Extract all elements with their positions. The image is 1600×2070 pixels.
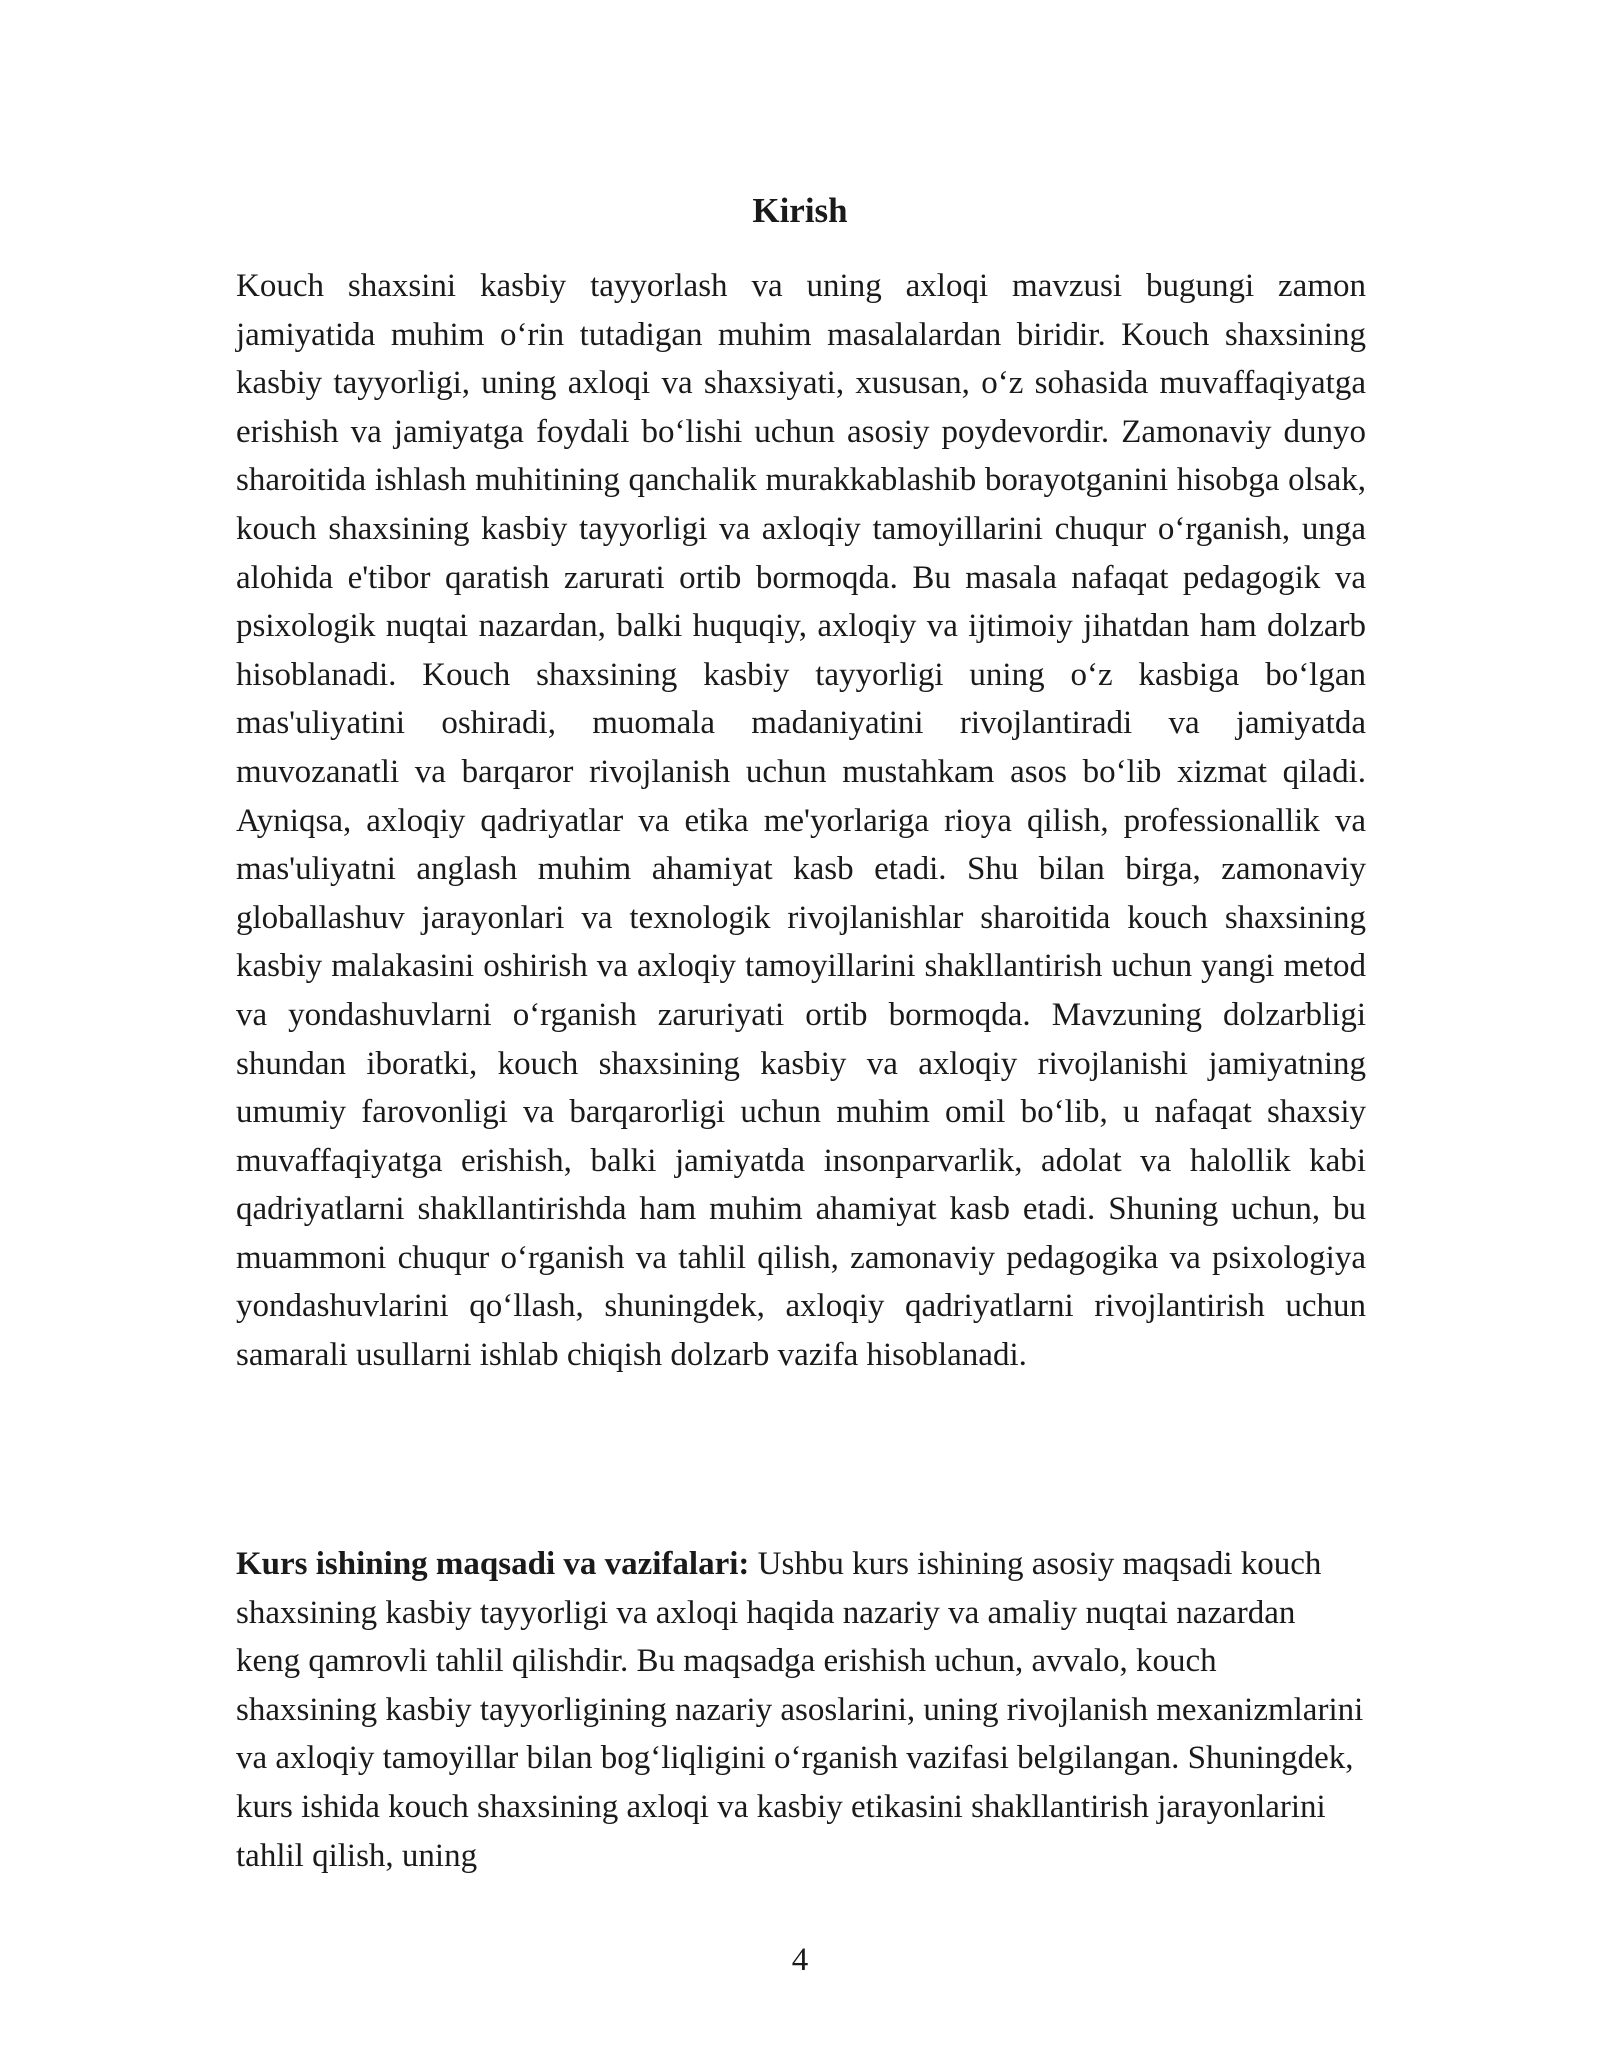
section-heading: Kirish [752,191,848,230]
intro-paragraph: Kouch shaxsini kasbiy tayyorlash va uning axloqi mavzusi bugungi zamon jamiyatida muhim o‘rin tutadigan muhim masalalardan biridir. Kouch shaxsining kasbiy tayyorligi, uning axloqi va shaxsiyati, xususan, o‘z sohasida muvaffaqiyatga erishish va jamiyatga foydali bo‘lishi uchun asosiy poydevordir. Zamonaviy dunyo sharoitida ishlash muhitining qanchalik murakkablashib borayotganini hisobga olsak, kouch shaxsining kasbiy tayyorligi va axloqiy tamoyillarini chuqur o‘rganish, unga alohida e'tibor qaratish zarurati ortib bormoqda. Bu masala nafaqat pedagogik va psixologik nuqtai nazardan, balki huquqiy, axloqiy va ijtimoiy jihatdan ham dolzarb hisoblanadi. Kouch shaxsining kasbiy tayyorligi uning o‘z kasbiga bo‘lgan mas'uliyatini oshiradi, muomala madaniyatini rivojlantiradi va jamiyatda muvozanatli va barqaror rivojlanish uchun mustahkam asos bo‘lib xizmat qiladi. Ayniqsa, axloqiy qadriyatlar va etika me'yorlariga rioya qilish, professionallik va mas'uliyatni anglash muhim ahamiyat kasb etadi. Shu bilan birga, zamonaviy globallashuv jarayonlari va texnologik rivojlanishlar sharoitida kouch shaxsining kasbiy malakasini oshirish va axloqiy tamoyillarini shakllantirish uchun yangi metod va yondashuvlarni o‘rganish zaruriyati ortib bormoqda. Mavzuning dolzarbligi shundan iboratki, kouch shaxsining kasbiy va axloqiy rivojlanishi jamiyatning umumiy farovonligi va barqarorligi uchun muhim omil bo‘lib, u nafaqat shaxsiy muvaffaqiyatga erishish, balki jamiyatda insonparvarlik, adolat va halollik kabi qadriyatlarni shakllantirishda ham muhim ahamiyat kasb etadi. Shuning uchun, bu muammoni chuqur o‘rganish va tahlil qilish, zamonaviy pedagogika va psixologiya yondashuvlarini qo‘llash, shuningdek, axloqiy qadriyatlarni rivojlantirish uchun samarali usullarni ishlab chiqish dolzarb vazifa hisoblanadi. [236,268,1366,1374]
page-number: 4 [791,1942,809,1978]
goals-paragraph [236,1540,1366,1880]
goals-text: Ushbu kurs ishining asosiy maqsadi kouch shaxsining kasbiy tayyorligi va axloqi haqida nazariy va amaliy nuqtai nazardan keng qamrovli tahlil qilishdir. Bu maqsadga erishish uchun, avvalo, kouch shaxsining kasbiy tayyorligining nazariy asoslarini, uning rivojlanish mexanizmlarini va axloqiy tamoyillar bilan bog‘liqligini o‘rganish vazifasi belgilangan. Shuningdek, kurs ishida kouch shaxsining axloqi va kasbiy etikasini shakllantirish jarayonlarini tahlil qilish, uning [236,1546,1364,1874]
goals-lead: Kurs ishining maqsadi va vazifalari: [236,1546,750,1582]
